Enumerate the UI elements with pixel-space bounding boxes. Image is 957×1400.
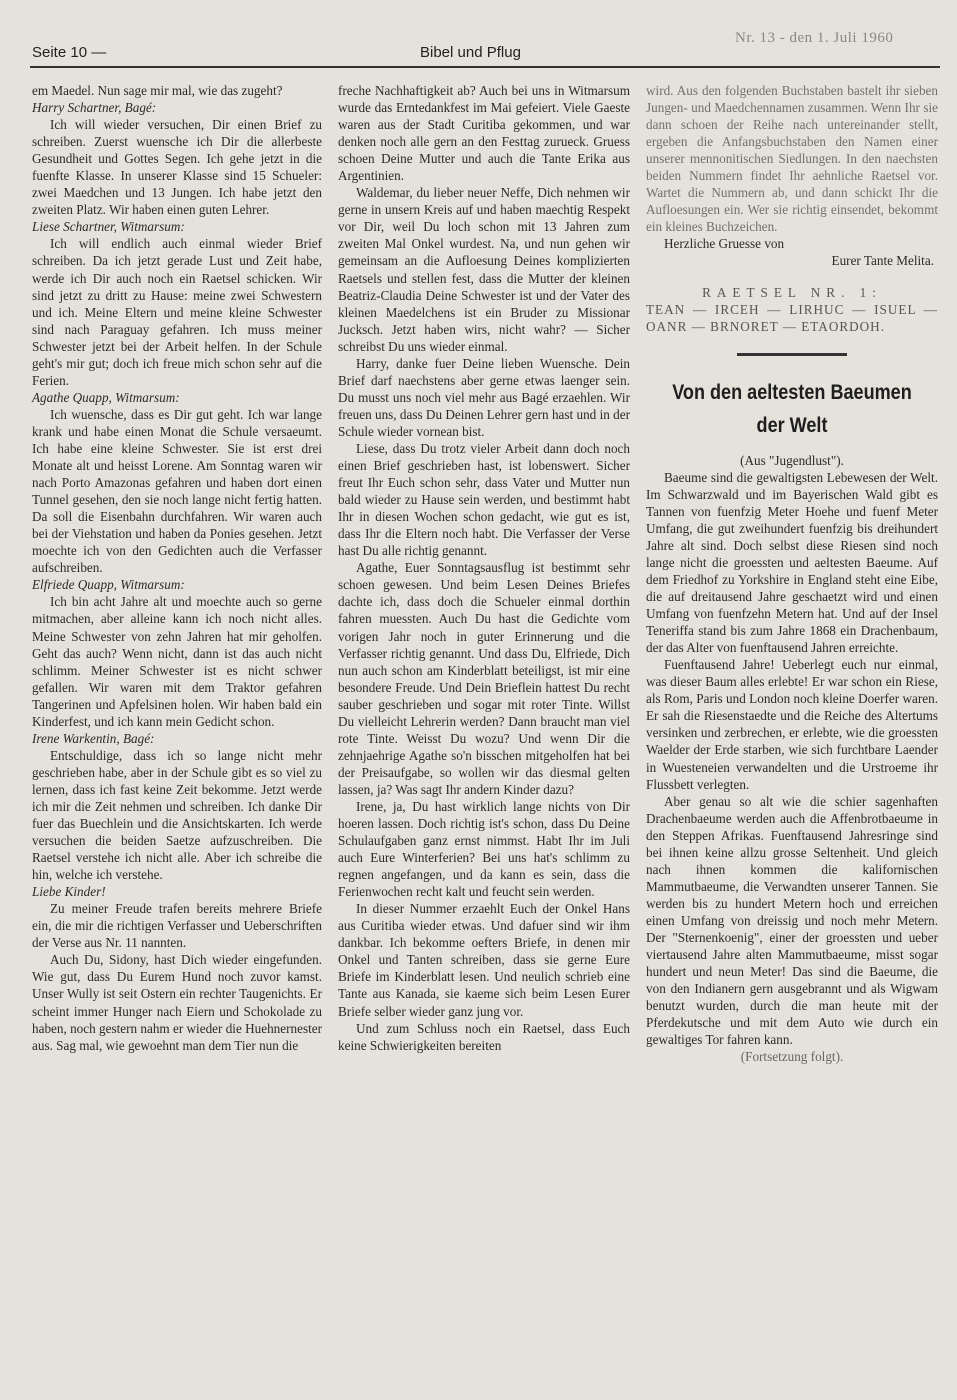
letter-author: Liese Schartner, Witmarsum: bbox=[32, 219, 185, 235]
letter-text: Ich bin acht Jahre alt und moechte auch so gerne mitmachen, aber alleine kann ich noch nicht alles. Meine Schwester von zehn Jahren hat mir geholfen. Geht das auch? Wenn nicht, dann ist das auch nicht schlimm. Meiner Schwester ist es nicht schwer gefallen. Wir waren mit dem Traktor gefahren Tangerinen und Apfelsinen holen. Wir haben bald ein Kinderfest, und ich kann mein Gedicht schon. bbox=[32, 594, 322, 729]
signature: Eurer Tante Melita. bbox=[831, 253, 934, 269]
reply-text: Liese, dass Du trotz vieler Arbeit dann doch noch einen Brief geschrieben hast, ist lobenswert. Sicher freut Ihr Euch schon sehr, dass Vater und Mutter nun bald wieder zu Hause sein werden, und bestimmt habt Ihr in diesen Wochen schon gedacht, wie gut es ist, dass Ihr die Eltern noch habt. Die Verfasser der Verse hast Du alle richtig genannt. bbox=[338, 440, 630, 559]
text-block: em Maedel. Nun sage mir mal, wie das zugeht? bbox=[32, 83, 283, 98]
letter-author: Agathe Quapp, Witmarsum: bbox=[32, 389, 180, 405]
letter-author: Harry Schartner, Bagé: bbox=[32, 100, 157, 116]
page-number: Seite 10 — bbox=[32, 44, 107, 61]
letter-text: Ich will wieder versuchen, Dir einen Brief zu schreiben. Zuerst wuensche ich Dir die allerbeste Gesundheit und Gottes Segen. Ich gehe jetzt in die fuenfte Klasse. In unserer Klasse sind 15 Schueler: zwei Maedchen und 13 Jungen. Ich habe jetzt den zweiten Platz. Wir haben einen guten Lehrer. bbox=[32, 117, 322, 218]
article-source: (Aus "Jugendlust"). bbox=[740, 452, 844, 468]
reply-text: Auch Du, Sidony, hast Dich wieder eingefunden. Wie gut, dass Du Eurem Hund noch zuvor kamst. Unser Wully ist seit Ostern ein rechter Taugenichts. Er scheint immer Hunger nach Eiern und Schokolade zu haben, noch gestern nahm er wieder die Huehnernester aus. Sag mal, wie gewoehnt man dem Tier nun die bbox=[32, 952, 323, 1053]
header-rule bbox=[30, 66, 940, 68]
reply-text: In dieser Nummer erzaehlt Euch der Onkel Hans aus Curitiba wieder etwas. Und dafuer sind wir ihm dankbar. Ich bekomme oefters Briefe, in denen mir Onkel und Tanten schreiben, dass sie gerne Eure Briefe im Kinderblatt lesen. Und neulich schrieb eine Tante aus Kanada, sie kaeme sich beim Lesen Eurer Briefe selber wieder ganz jung vor. bbox=[338, 901, 630, 1019]
article-title-line-2: der Welt bbox=[756, 413, 828, 437]
reply-text: Harry, danke fuer Deine lieben Wuensche. Dein Brief darf naechstens aber gerne etwas laenger sein. Du musst uns noch viel mehr aus Bagé erzaehlen. Wir freuen uns, dass Du Deinen Lehrer gern hast und in der Schule wieder vornean bist. bbox=[338, 355, 630, 439]
continued-note: (Fortsetzung folgt). bbox=[740, 1049, 844, 1065]
riddle-title: RAETSEL NR. 1: bbox=[702, 284, 882, 300]
article-paragraph: Fuenftausend Jahre! Ueberlegt euch nur einmal, was dieser Baum alles erlebte! Er war schon ein Riese, als Rom, Paris und London noch kleine Doerfer waren. Er sah die Riesenstaedte und die Reiche des Altertums versinken und zerbrechen, er erlebte, wie die groessten Waelder der Erde starben, wie sich furchtbare Laender in Wuesteneien verwandelten und die Urstroeme ihr Flussbett verlegten. bbox=[646, 657, 938, 792]
reply-text: Zu meiner Freude trafen bereits mehrere Briefe ein, die mir die richtigen Verfasser und Ueberschriften der Verse aus Nr. 11 nannten. bbox=[32, 901, 322, 951]
reply-text: Agathe, Euer Sonntagsausflug ist bestimmt sehr schoen gewesen. Und beim Lesen Deines Briefes dachte ich, dass doch die Schueler einmal dorthin fahren muessten. Auch Du hast die Gedichte vom vorigen Jahr noch in guter Erinnerung und die Verfasser richtig genannt. Und dass Du, Elfriede, Dich nun auch schon am Kinderblatt beteiligst, ist mir eine besondere Freude. Und Dein Brieflein hattest Du recht sauber geschrieben und sogar mit roter Tinte. Willst Du vielleicht Lehrerin werden? Dann braucht man viel rote Tinte. Weisst Du wozu? Und wenn Dir die zehnjaehrige Agathe so'n bisschen mitgeholfen hat bei der Preisaufgabe, so wollen wir das diesmal gelten lassen, ja? Was sagt Ihr andern Kinder dazu? bbox=[338, 560, 630, 797]
letter-text: Ich will endlich auch einmal wieder Brief schreiben. Da ich jetzt gerade Lust und Zeit habe, werde ich Dir auch noch ein Raetsel schicken. Wir sind jetzt zu dritt zu Hause: meine zwei Schwestern und ich. Meine Eltern und meine kleine Schwester sind nach Paraguay gefahren. Ich muss meiner Schwester jetzt bei der Arbeit helfen. In der Schule geht's mir gut; doch ich freue mich schon sehr auf die Ferien. bbox=[32, 236, 322, 388]
letter-text: Ich wuensche, dass es Dir gut geht. Ich war lange krank und habe einen Monat die Schule versaeumt. Ich habe eine kleine Schwester. Sie ist erst drei Monate alt und heisst Lorene. Am Sonntag waren wir nach Porto Amazonas gefahren und haben dort einen Tunnel gesehen, den sie noch lange nicht fertig hatten. Da soll die Eisenbahn durchfahren. Wir waren auch bei der Viehstation und haben da Ponies gesehen. Jetzt moechte ich von den Gedichten auch die Verfasser aufschreiben. bbox=[32, 406, 322, 576]
article-paragraph: Baeume sind die gewaltigsten Lebewesen der Welt. Im Schwarzwald und im Bayerischen Wald gibt es Tannen von fuenfzig Meter Hoehe und fuenf Meter Umfang, die gut zweihundert fuenfzig bis dreihundert Jahre alt sind. Doch selbst diese Riesen sind noch lange nicht die groessten und aeltesten Baeume. Auf dem Friedhof zu Yorkshire in England steht eine Eibe, die auf dreitausend Jahre geschaetzt wird und einen Umfang von fuenfzehn Metern hat. Und auf der Insel Teneriffa stand bis zum Jahre 1868 ein Drachenbaum, der das Alter von fuenftausend Jahren erreichte. bbox=[646, 469, 938, 656]
column-1 bbox=[32, 82, 322, 1054]
closing-greeting: Herzliche Gruesse von bbox=[664, 236, 785, 252]
reply-text: wird. Aus den folgenden Buchstaben bastelt ihr sieben Jungen- und Maedchennamen zusammen. Wenn Ihr sie dann schoen der Reihe nach untereinander stellt, ergeben die Anfangsbuchstaben den Namen einer unserer mennonitischen Siedlungen. In den naechsten beiden Nummern findet Ihr aehnliche Raetsel vor. Wartet die Nummern ab, und dann schickt Ihr die Aufloesungen ein. Wer sie richtig einsendet, bekommt ein kleines Buchzeichen. bbox=[646, 83, 938, 235]
column-2 bbox=[338, 82, 630, 1054]
issue-date: Nr. 13 - den 1. Juli 1960 bbox=[735, 30, 894, 46]
publication-title: Bibel und Pflug bbox=[420, 44, 521, 61]
page-header bbox=[0, 0, 957, 80]
reply-text: Irene, ja, Du hast wirklich lange nichts von Dir hoeren lassen. Doch richtig ist's schon, dass Du Deine Schulaufgaben ganz ernst nimmst. Habt Ihr im Juli auch Eure Winterferien? Bei uns hat's schlimm zu regnen angefangen, und da kann es sein, dass die Ferienwochen recht kalt und feucht sein werden. bbox=[338, 798, 630, 900]
salutation: Liebe Kinder! bbox=[32, 884, 106, 900]
letter-author: Irene Warkentin, Bagé: bbox=[32, 730, 155, 746]
reply-text: Und zum Schluss noch ein Raetsel, dass Euch keine Schwierigkeiten bereiten bbox=[338, 1020, 630, 1053]
article-title-line-1: Von den aeltesten Baeumen bbox=[672, 380, 912, 404]
column-3 bbox=[646, 82, 938, 1065]
riddle-body: TEAN — IRCEH — LIRHUC — ISUEL — OANR — BRNORET — ETAORDOH. bbox=[646, 301, 938, 334]
letter-author: Elfriede Quapp, Witmarsum: bbox=[32, 577, 185, 593]
reply-text: freche Nachhaftigkeit ab? Auch bei uns in Witmarsum wurde das Erntedankfest im Mai gefeiert. Viele Gaeste waren aus der Stadt Curitiba gekommen, und war denken noch alle gern an den Festtag zurueck. Gruess schoen Deine Mutter und auch die Tante Erika aus Argentinien. bbox=[338, 83, 630, 184]
article-paragraph: Aber genau so alt wie die schier sagenhaften Drachenbaeume werden auch die Affenbrotbaeume in den Steppen Afrikas. Fuenftausend Jahresringe sind bei ihnen keine allzu grosse Seltenheit. Und gleich nach ihnen kommen die kalifornischen Mammutbaeume, die Verwandten unserer Tannen. Sie werden bis zu hundert Metern hoch und erreichen einen Umfang von dreissig und noch mehr Metern. Der "Sternenkoenig", einer der groessten und ueber viertausend Jahre alten Mammutbaeume, misst sogar hundert und neun Meter! Das sind die Baeume, die von den Indianern gern ausgebrannt und als Wigwam benutzt wurden, durch die man heute mit der Pferdekutsche und mit dem Auto wie durch ein gewaltiges Tor fahren kann. bbox=[646, 793, 938, 1048]
letter-text: Entschuldige, dass ich so lange nicht mehr geschrieben habe, aber in der Schule gibt es so viel zu lernen, dass ich fast keine Zeit bekomme. Jetzt werde ich mir die Zeit nehmen und schreiben. Ich danke Dir fuer das Buechlein und die Ansichtskarten. Ich werde versuchen die beiden Saetze aufzuschreiben. Die Raetsel verstehe ich nicht alle. Aber ich schreibe die hin, welche ich verstehe. bbox=[32, 747, 322, 883]
section-divider bbox=[737, 353, 847, 356]
article-title bbox=[666, 376, 917, 442]
reply-text: Waldemar, du lieber neuer Neffe, Dich nehmen wir gerne in unsern Kreis auf und haben maechtig Respekt vor Dir, weil Du loch schon mit 13 Jahren zum zweiten Mal Onkel wurdest. Na, und nun gehen wir gemeinsam an die Aufloesung Deines komplizierten Raetsels und stellen fest, dass die Mutter der kleinen Beatriz-Claudia Deine Schwester ist und der Vater des kleinen Maedelchens ist ein Bruder zu Missionar Jucksch. Jetzt haben wirs, nicht wahr? — Sicher schreibst Du uns wieder einmal. bbox=[338, 185, 630, 354]
